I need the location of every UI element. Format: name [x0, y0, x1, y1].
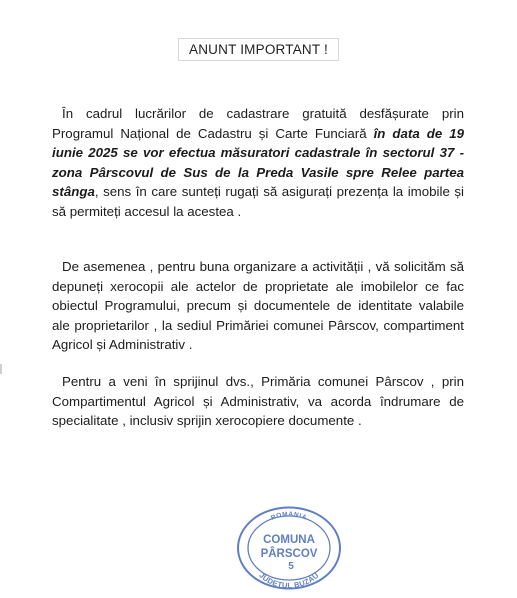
stamp-top-text: ROMANIA	[270, 510, 308, 522]
scan-artifact	[0, 364, 2, 374]
stamp-line1: COMUNA	[263, 534, 315, 546]
paragraph-schedule-intro: În cadrul lucrărilor de cadastrare gratuită desfășurate prin Programul Național de Cadastru și Carte Funciară	[52, 106, 464, 141]
notice-title	[0, 38, 517, 61]
paragraph-schedule-emphasis: în data de 19 iunie 2025 se vor efectua măsuratori cadastrale în sectorul 37 -zona Pârscovul de Sus de la Preda Vasile spre Relee partea stânga	[52, 125, 464, 200]
stamp-number: 5	[288, 561, 294, 572]
stamp-bottom-text: JUDETUL BUZĂU	[257, 570, 321, 591]
paragraph-documents: De asemenea , pentru buna organizare a activității , vă solicităm să depuneți xerocopii ale actelor de proprietate ale imobilelor ce fac obiectul Programului, precum și documentele de identitate valabile ale proprietarilor , la sediul Primăriei comunei Pârscov, compartiment Agricol și Administrativ .	[52, 259, 464, 353]
paragraph-support: Pentru a veni în sprijinul dvs., Primăria comunei Pârscov , prin Compartimentul Agricol și Administrativ, va acorda îndrumare de specialitate , inclusiv sprijin xerocopiere documente .	[52, 374, 464, 429]
notice-title-text: ANUNT IMPORTANT !	[178, 38, 339, 61]
official-stamp	[236, 505, 342, 591]
stamp-line2: PÂRSCOV	[260, 548, 318, 560]
paragraph-schedule-outro: , sens în care sunteți rugați să asigurați prezența la imobile și să permiteți accesul la acestea .	[52, 184, 464, 219]
paragraph-schedule	[52, 104, 464, 222]
